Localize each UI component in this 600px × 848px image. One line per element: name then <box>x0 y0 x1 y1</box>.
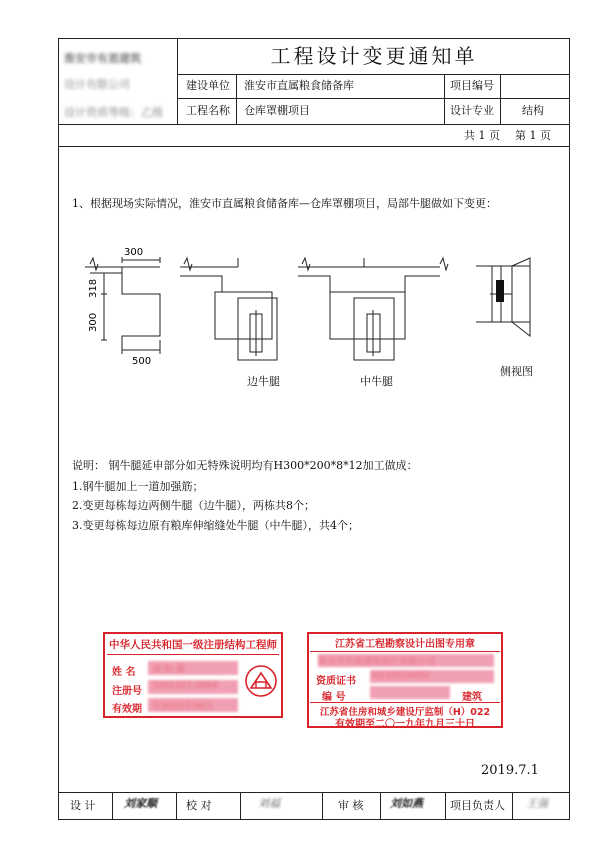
design-label: 设 计 <box>70 799 96 812</box>
drawing-stamp-issuer: 江苏省住房和城乡建设厅监制（H）022 <box>310 702 500 718</box>
header-divider <box>236 74 237 124</box>
middle-corbel-drawing <box>298 258 448 360</box>
label-edge-corbel: 边牛腿 <box>247 375 280 388</box>
value-design-specialty: 结构 <box>522 104 544 117</box>
project-lead-label: 项目负责人 <box>450 799 505 812</box>
review-signature: 刘如燕 <box>390 797 423 810</box>
header-rule <box>58 124 570 125</box>
engineer-stamp-title: 中华人民共和国一级注册结构工程师 <box>107 637 279 655</box>
header-divider <box>444 74 445 124</box>
dim-318: 318 <box>88 278 99 298</box>
note-heading: 说明： 钢牛腿延申部分如无特殊说明均有H300*200*8*12加工做成： <box>72 459 418 472</box>
dim-300-top: 300 <box>124 247 144 258</box>
footer-divider <box>512 792 513 820</box>
value-construction-unit: 淮安市直属粮食储备库 <box>244 79 354 92</box>
drawing-stamp-validity: 有效期至二〇一九年九月三十日 <box>335 719 475 730</box>
footer-divider <box>176 792 177 820</box>
header-divider <box>500 74 501 124</box>
engineer-name-value: 刘 如 燕 <box>152 665 185 675</box>
footer-rule <box>58 792 570 793</box>
page-total: 共 1 页 <box>464 129 500 142</box>
footer-divider <box>112 792 113 820</box>
edge-corbel-drawing <box>180 258 277 360</box>
note-item: 1.钢牛腿加上一道加强筋； <box>72 480 204 493</box>
lead-signature: 王强 <box>526 797 548 810</box>
note-item: 3.变更每栋每边原有粮库伸缩缝处牛腿（中牛腿），共4个； <box>72 519 359 532</box>
dimensioned-corbel-section <box>85 257 160 354</box>
dim-300-side: 300 <box>88 312 99 332</box>
drawing-stamp-org: 淮安市有恩建筑设计有限公司 <box>318 657 436 667</box>
label-construction-unit: 建设单位 <box>186 79 230 92</box>
corbel-drawings <box>60 240 568 390</box>
design-signature: 刘家顺 <box>124 797 157 810</box>
label-side-view: 侧视图 <box>500 365 533 378</box>
drawing-cert-label: 资质证书 <box>316 676 356 687</box>
engineer-emblem-icon <box>244 664 278 698</box>
value-project-name: 仓库罩棚项目 <box>244 104 310 117</box>
check-label: 校 对 <box>186 799 212 812</box>
drawing-code-label: 编 号 <box>322 692 346 703</box>
label-project-number: 项目编号 <box>450 79 494 92</box>
engineer-valid-value: 至2022年06月 <box>152 702 214 712</box>
drawing-stamp-title: 江苏省工程勘察设计出图专用章 <box>310 635 500 652</box>
check-signature: 刘福 <box>258 797 280 810</box>
drawing-cert-value: A232019452 <box>372 671 430 681</box>
org-name-line2: 设计有限公司 <box>64 78 130 91</box>
note-item: 2.变更每栋每边两侧牛腿（边牛腿），两栋共8个； <box>72 499 315 512</box>
page-current: 第 1 页 <box>515 129 551 142</box>
engineer-valid-label: 有效期 <box>112 704 142 715</box>
engineer-reg-value: 3201227-0966 <box>152 681 219 691</box>
label-middle-corbel: 中牛腿 <box>360 375 393 388</box>
footer-divider <box>380 792 381 820</box>
dim-500: 500 <box>132 356 152 367</box>
footer-divider <box>240 792 241 820</box>
page-title: 工程设计变更通知单 <box>270 44 478 68</box>
org-name: 淮安市有恩建筑 <box>64 52 141 65</box>
review-label: 审 核 <box>338 799 364 812</box>
change-intro: 1、根据现场实际情况，淮安市直属粮食储备库—仓库罩棚项目，局部牛腿做如下变更： <box>72 197 497 210</box>
label-project-name: 工程名称 <box>186 104 230 117</box>
engineer-name-label: 姓 名 <box>112 667 136 678</box>
org-qualification: 设计资质等级：乙级 <box>64 106 163 119</box>
footer-divider <box>322 792 323 820</box>
drawing-code-value: 建筑 <box>462 692 482 703</box>
issue-date: 2019.7.1 <box>481 763 539 778</box>
label-design-specialty: 设计专业 <box>450 104 494 117</box>
redacted-field <box>370 686 450 699</box>
engineer-reg-label: 注册号 <box>112 686 142 697</box>
header-rule <box>58 146 570 147</box>
footer-divider <box>445 792 446 820</box>
